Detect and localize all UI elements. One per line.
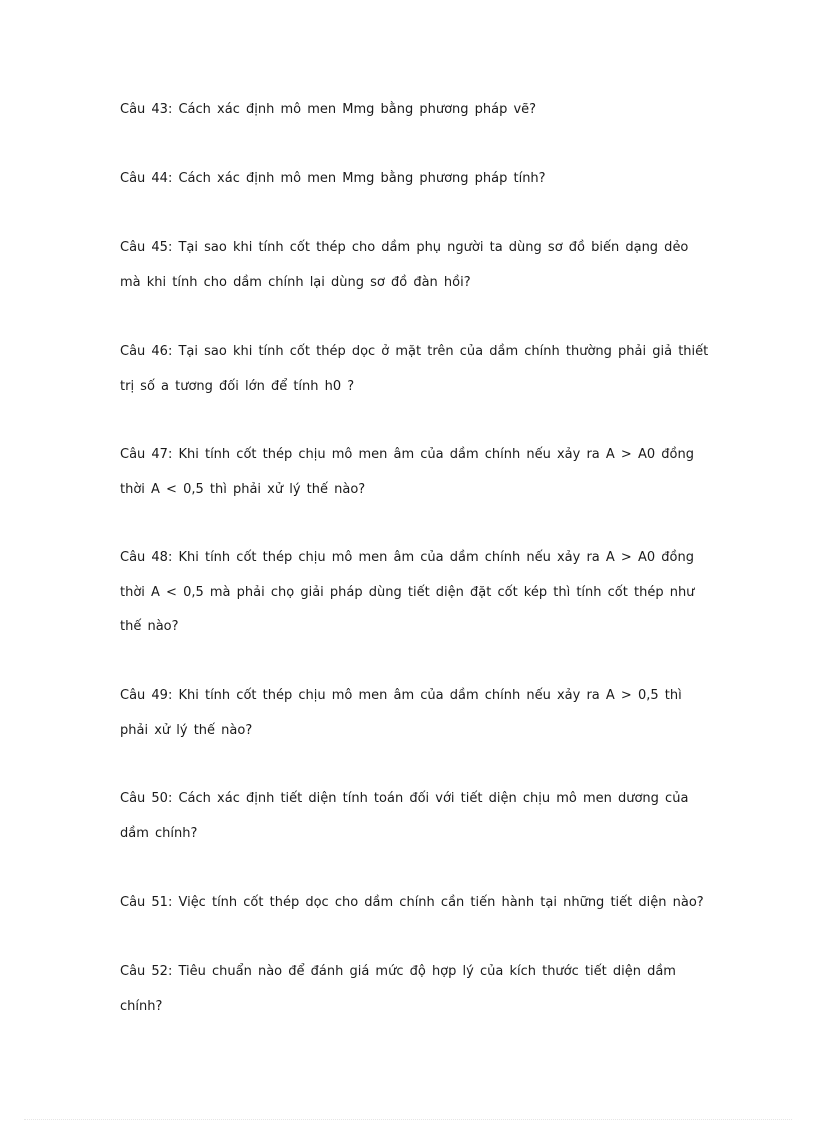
question-50: Câu 50: Cách xác định tiết diện tính toán đối với tiết diện chịu mô men dương của dầm chính? xyxy=(120,791,689,841)
question-49: Câu 49: Khi tính cốt thép chịu mô men âm của dầm chính nếu xảy ra A > 0,5 thì phải xử lý thế nào? xyxy=(120,688,682,738)
question-46: Câu 46: Tại sao khi tính cốt thép dọc ở mặt trên của dầm chính thường phải giả thiết trị số a tương đối lớn để tính h0 ? xyxy=(120,344,709,394)
page-bottom-divider xyxy=(24,1119,792,1120)
question-52: Câu 52: Tiêu chuẩn nào để đánh giá mức độ hợp lý của kích thước tiết diện dầm chính? xyxy=(120,964,676,1014)
question-51: Câu 51: Việc tính cốt thép dọc cho dầm chính cần tiến hành tại những tiết diện nào? xyxy=(120,895,704,910)
question-44: Câu 44: Cách xác định mô men Mmg bằng phương pháp tính? xyxy=(120,171,546,186)
question-45: Câu 45: Tại sao khi tính cốt thép cho dầm phụ người ta dùng sơ đồ biến dạng dẻo mà khi tính cho dầm chính lại dùng sơ đồ đàn hồi? xyxy=(120,240,689,290)
question-43: Câu 43: Cách xác định mô men Mmg bằng phương pháp vẽ? xyxy=(120,102,537,117)
question-48: Câu 48: Khi tính cốt thép chịu mô men âm của dầm chính nếu xảy ra A > A0 đồng thời A < 0,5 mà phải chọ giải pháp dùng tiết diện đặt cốt kép thì tính cốt thép như thế nào? xyxy=(120,550,695,634)
question-47: Câu 47: Khi tính cốt thép chịu mô men âm của dầm chính nếu xảy ra A > A0 đồng thời A < 0,5 thì phải xử lý thế nào? xyxy=(120,447,694,497)
